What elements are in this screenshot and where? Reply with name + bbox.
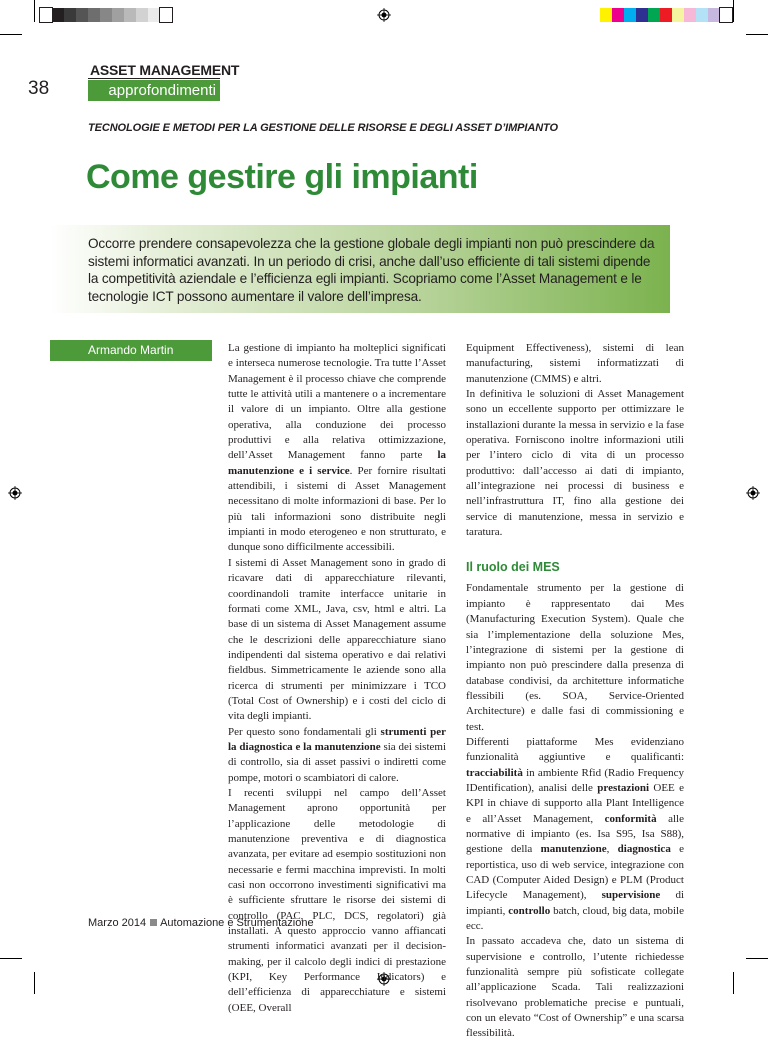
crop-mark	[746, 34, 768, 35]
crop-mark	[34, 0, 35, 22]
color-swatch	[672, 8, 684, 22]
crop-mark	[34, 972, 35, 994]
square-bullet-icon	[150, 919, 157, 926]
registration-mark-icon	[377, 8, 391, 22]
crop-mark	[733, 0, 734, 22]
color-swatch	[600, 8, 612, 22]
paragraph: In passato accadeva che, dato un sistema di supervisione e controllo, l’utente richiedesse funzionalità sempre più sofisticate collegate all’applicazione Scada. Tali realizzazioni risolvevano problematiche precise e puntuali, con un elevato “Cost of Ownership” e una scarsa flessibilità.	[466, 935, 684, 1040]
registration-mark-icon	[746, 486, 760, 500]
color-swatch	[660, 8, 672, 22]
color-swatch	[708, 8, 720, 22]
paragraph: Per questo sono fondamentali gli strumenti per la diagnostica e la manutenzione sia dei sistemi di controllo, sia di asset passivi o indiretti come pompe, motori o scambiatori di calore.	[228, 725, 447, 784]
grayscale-color-bar	[40, 8, 172, 22]
color-swatch	[136, 8, 148, 22]
headline: Come gestire gli impianti	[86, 158, 478, 196]
paragraph: Differenti piattaforme Mes evidenziano funzionalità aggiuntive e qualificanti: tracciabilità in ambiente Rfid (Radio Frequency IDentification), analisi delle prestazioni OEE e KPI in chiave di supporto alla Plant Intelligence e all’Asset Management, conformità alle normative di impianto (es. Isa S95, Isa S88), gestione della manutenzione, diagnostica e reportistica, uso di web service, integrazione con CAD (Computer Aided Design) e PLM (Product Lifecycle Management), supervisione di impianti, controllo batch, cloud, big data, mobile ecc.	[466, 735, 685, 933]
registration-mark-icon	[8, 486, 22, 500]
color-swatch	[624, 8, 636, 22]
color-swatch	[684, 8, 696, 22]
cmyk-color-bar	[600, 8, 732, 22]
crop-mark	[733, 972, 734, 994]
lead-paragraph: Occorre prendere consapevolezza che la gestione globale degli impianti non può prescindere da sistemi informatici avanzati. In un periodo di crisi, anche dall’uso efficiente di tali sistemi dipende la competitività aziendale e l’efficienza egli impianti. Scopriamo come l’Asset Management e le tecnologie ICT possono aumentare il valore dell’impresa.	[88, 236, 655, 304]
color-swatch	[160, 8, 172, 22]
color-swatch	[88, 8, 100, 22]
article-column-2	[466, 341, 684, 1042]
color-swatch	[100, 8, 112, 22]
color-swatch	[696, 8, 708, 22]
crop-mark	[0, 958, 22, 959]
paragraph: I recenti sviluppi nel campo dell’Asset Management aprono opportunità per l’applicazione delle metodologie di manutenzione preventiva e di diagnostica avanzata, per evitare ad esempio sostituzioni non necessarie e fermi macchina imprevisti. In molti casi non occorrono investimenti significativi ma è sufficiente sfruttare le risorse dei sistemi di controllo (PAC, PLC, DCS, regolatori) già installati. A questo approccio vanno affiancati strumenti informatici avanzati per il decision-making, per il calcolo degli indici di prestazione (KPI, Key Performance Indicators) e dell’efficienza di apparecchiature e sistemi (OEE, Overall	[228, 786, 446, 1014]
crop-mark	[746, 958, 768, 959]
paragraph: La gestione di impianto ha molteplici significati e interseca numerose tecnologie. Tra tutte l’Asset Management è il processo chiave che comprende tutte le attività utili a mantenere o a incrementare il valore di un impianto. Oltre alla gestione operativa, alla conduzione dei processo produttivi e alla relativa ottimizzazione, dell’Asset Management fanno parte la manutenzione e i service. Per fornire risultati attendibili, i sistemi di Asset Management necessitano di molte informazioni di base. Per lo più tali informazioni sono distribuite negli impianti in modo eterogeneo e non strutturato, e dunque sono difficilmente accessibili.	[228, 342, 446, 554]
author-byline: Armando Martin	[50, 340, 212, 361]
color-swatch	[112, 8, 124, 22]
paragraph: Equipment Effectiveness), sistemi di lean manufacturing, sistemi informatizzati di manutenzione (CMMS) e altri.	[466, 342, 684, 385]
article-column-1	[228, 341, 446, 1016]
color-swatch	[76, 8, 88, 22]
color-swatch	[124, 8, 136, 22]
color-swatch	[720, 8, 732, 22]
color-swatch	[52, 8, 64, 22]
paragraph: In definitiva le soluzioni di Asset Management sono un eccellente supporto per ottimizzare le installazioni durante la messa in servizio e la fase operativa. Forniscono inoltre informazioni utili per l’intero ciclo di vita di un processo produttivo: dall’accesso ai dati di impianto, all’integrazione nei processi di business e nell’infrastruttura IT, fino alla gestione dei service di manutenzione, messa in servizio e taratura.	[466, 388, 684, 539]
color-swatch	[40, 8, 52, 22]
crop-mark	[0, 34, 22, 35]
section-rule	[88, 78, 220, 79]
paragraph: I sistemi di Asset Management sono in grado di ricavare dati di apparecchiature rilevanti, coordinandoli tramite interfacce unitarie in formati come XML, Java, csv, html e altri. La base di un sistema di Asset Management assume che le descrizioni delle apparecchiature siano indipendenti dal sistema operativo e dai relativi fieldbus. Simmetricamente le aziende sono alla ricerca di strumenti per minimizzare i TCO (Total Cost of Ownership) e i costi del ciclo di vita degli impianti.	[228, 556, 446, 723]
kicker: TECNOLOGIE E METODI PER LA GESTIONE DELLE RISORSE E DEGLI ASSET D’IMPIANTO	[88, 122, 558, 134]
section-heading: Il ruolo dei MES	[466, 560, 560, 575]
page-footer	[88, 917, 314, 929]
paragraph: Fondamentale strumento per la gestione di impianto è rappresentato dai Mes (Manufacturing Execution System). Quale che sia l’implementazione della soluzione Mes, l’integrazione di sistemi per la gestione di impianto non può prescindere dalla presenza di database condivisi, da architetture informatiche flessibili (es. SOA, Service-Oriented Architecture) e dalle fasi di commissioning e test.	[466, 582, 684, 733]
color-swatch	[148, 8, 160, 22]
color-swatch	[648, 8, 660, 22]
color-swatch	[64, 8, 76, 22]
magazine-name: Automazione e Strumentazione	[160, 917, 314, 929]
section-title: ASSET MANAGEMENT	[90, 62, 240, 78]
color-swatch	[612, 8, 624, 22]
issue-date: Marzo 2014	[88, 917, 147, 929]
subsection-label: approfondimenti	[88, 80, 220, 101]
page-number: 38	[28, 78, 50, 99]
color-swatch	[636, 8, 648, 22]
